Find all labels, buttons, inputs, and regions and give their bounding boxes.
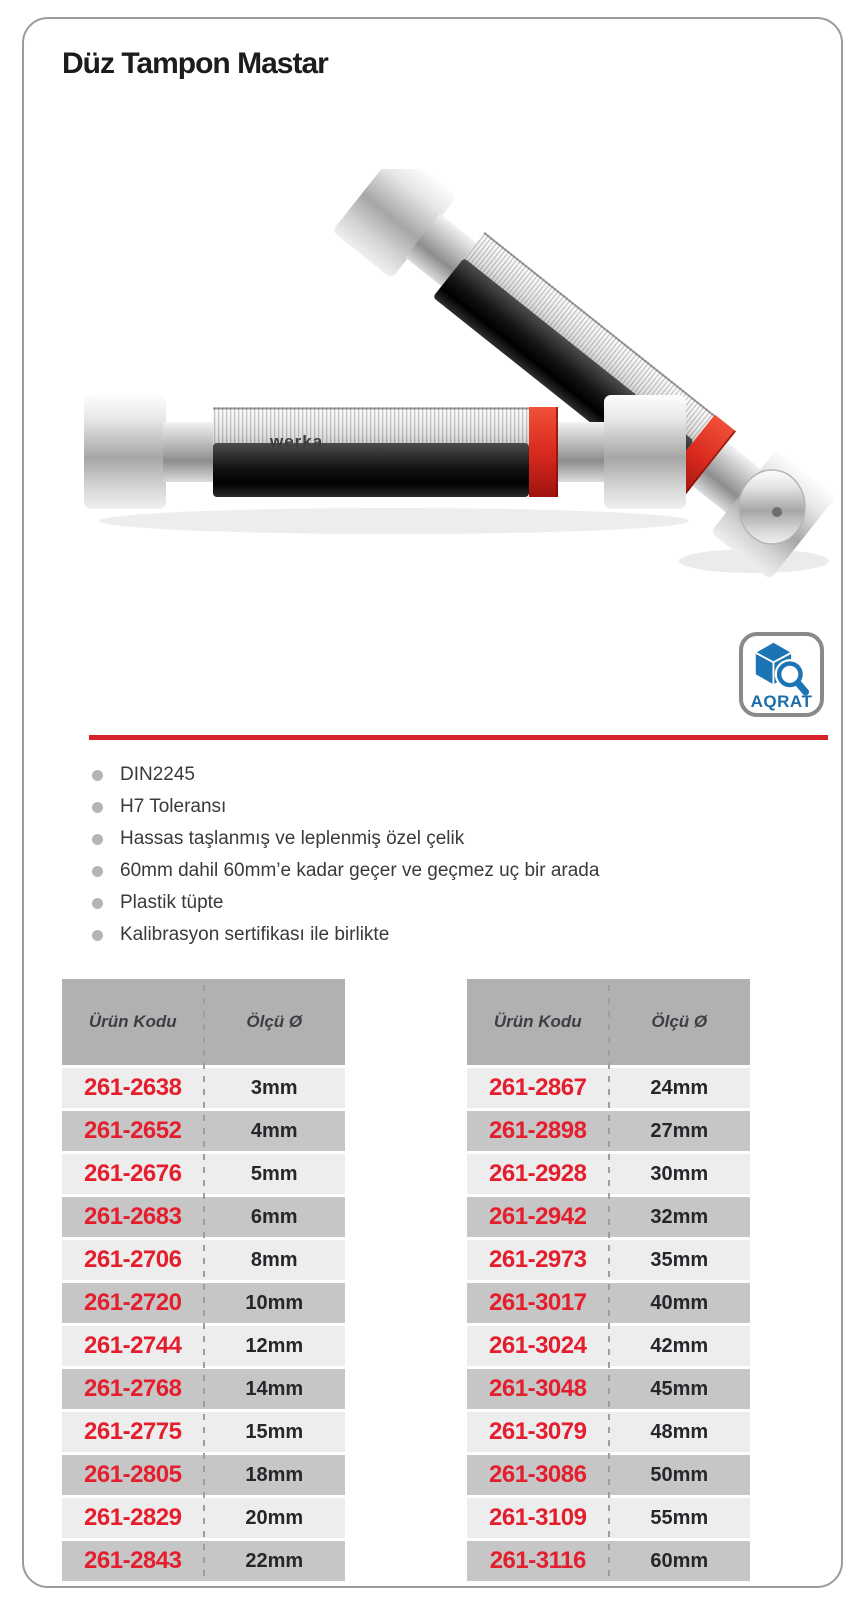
product-code: 261-2768: [84, 1375, 182, 1402]
product-code: 261-2652: [84, 1117, 182, 1144]
product-code: 261-2898: [489, 1117, 587, 1144]
size-value: 8mm: [250, 1248, 298, 1271]
size-value: 55mm: [650, 1506, 709, 1529]
product-code: 261-3048: [489, 1375, 587, 1402]
page-frame: [22, 17, 843, 1588]
col-header-size: Ölçü Ø: [246, 1012, 303, 1031]
product-code: 261-3017: [489, 1289, 587, 1316]
size-value: 35mm: [650, 1248, 709, 1271]
aqrat-badge: [739, 632, 824, 717]
product-code: 261-2942: [489, 1203, 587, 1230]
feature-text: DIN2245: [120, 764, 195, 785]
product-code: 261-2638: [84, 1074, 182, 1101]
product-code: 261-2720: [84, 1289, 182, 1316]
product-code: 261-2676: [84, 1160, 182, 1187]
product-code: 261-2867: [489, 1074, 587, 1101]
shadow: [99, 508, 689, 534]
product-code: 261-3086: [489, 1461, 587, 1488]
product-code: 261-2706: [84, 1246, 182, 1273]
size-value: 45mm: [650, 1377, 709, 1400]
column-divider-dashed: [203, 985, 205, 1578]
size-value: 22mm: [245, 1549, 304, 1572]
product-image: [64, 169, 844, 589]
feature-item: [92, 855, 599, 887]
product-code: 261-2973: [489, 1246, 587, 1273]
column-divider-dashed: [608, 985, 610, 1578]
size-value: 50mm: [650, 1463, 709, 1486]
bullet-icon: [92, 802, 103, 813]
product-code: 261-2843: [84, 1547, 182, 1574]
rear-gauge-center-hole: [772, 507, 782, 517]
col-header-code: Ürün Kodu: [493, 1012, 582, 1031]
feature-item: [92, 759, 599, 791]
size-value: 5mm: [250, 1162, 298, 1185]
size-value: 24mm: [650, 1076, 709, 1099]
aqrat-cube-magnifier-icon: [749, 639, 813, 697]
badge-label: AQRAT: [750, 692, 813, 711]
product-code: 261-2683: [84, 1203, 182, 1230]
feature-text: Plastik tüpte: [120, 892, 224, 913]
size-tables: [62, 979, 750, 1584]
feature-list: [92, 759, 599, 951]
feature-item: [92, 887, 599, 919]
size-value: 20mm: [245, 1506, 304, 1529]
size-table: [467, 979, 750, 1584]
col-header-size: Ölçü Ø: [651, 1012, 708, 1031]
product-code: 261-3116: [489, 1547, 586, 1574]
size-value: 6mm: [250, 1205, 298, 1228]
size-value: 15mm: [245, 1420, 304, 1443]
feature-item: [92, 823, 599, 855]
size-table: [62, 979, 345, 1584]
bullet-icon: [92, 898, 103, 909]
size-value: 30mm: [650, 1162, 709, 1185]
feature-item: [92, 791, 599, 823]
size-value: 40mm: [650, 1291, 709, 1314]
bullet-icon: [92, 770, 103, 781]
brand-label: werka: [270, 432, 324, 451]
product-code: 261-2829: [84, 1504, 182, 1531]
bullet-icon: [92, 866, 103, 877]
product-code: 261-3079: [489, 1418, 587, 1445]
size-value: 60mm: [650, 1549, 709, 1572]
size-value: 42mm: [650, 1334, 709, 1357]
size-value: 14mm: [245, 1377, 304, 1400]
product-code: 261-2805: [84, 1461, 182, 1488]
rear-gauge-end-face: [739, 470, 805, 544]
product-code: 261-2928: [489, 1160, 587, 1187]
feature-item: [92, 919, 599, 951]
size-value: 12mm: [245, 1334, 304, 1357]
feature-text: Kalibrasyon sertifikası ile birlikte: [120, 924, 390, 945]
red-divider: [89, 735, 828, 740]
size-value: 10mm: [245, 1291, 304, 1314]
feature-text: H7 Toleransı: [120, 796, 227, 817]
product-code: 261-3024: [489, 1332, 587, 1359]
feature-text: Hassas taşlanmış ve leplenmiş özel çelik: [120, 828, 465, 849]
page-title: Düz Tampon Mastar: [62, 47, 328, 80]
col-header-code: Ürün Kodu: [88, 1012, 177, 1031]
feature-text: 60mm dahil 60mm’e kadar geçer ve geçmez uç bir arada: [120, 860, 600, 881]
product-code: 261-3109: [489, 1504, 587, 1531]
size-value: 32mm: [650, 1205, 709, 1228]
bullet-icon: [92, 930, 103, 941]
size-value: 48mm: [650, 1420, 709, 1443]
product-code: 261-2744: [84, 1332, 182, 1359]
size-value: 4mm: [250, 1119, 298, 1142]
size-value: 27mm: [650, 1119, 709, 1142]
product-code: 261-2775: [84, 1418, 182, 1445]
size-value: 3mm: [250, 1076, 298, 1099]
plug-gauge-illustration: [64, 169, 844, 589]
bullet-icon: [92, 834, 103, 845]
size-value: 18mm: [245, 1463, 304, 1486]
